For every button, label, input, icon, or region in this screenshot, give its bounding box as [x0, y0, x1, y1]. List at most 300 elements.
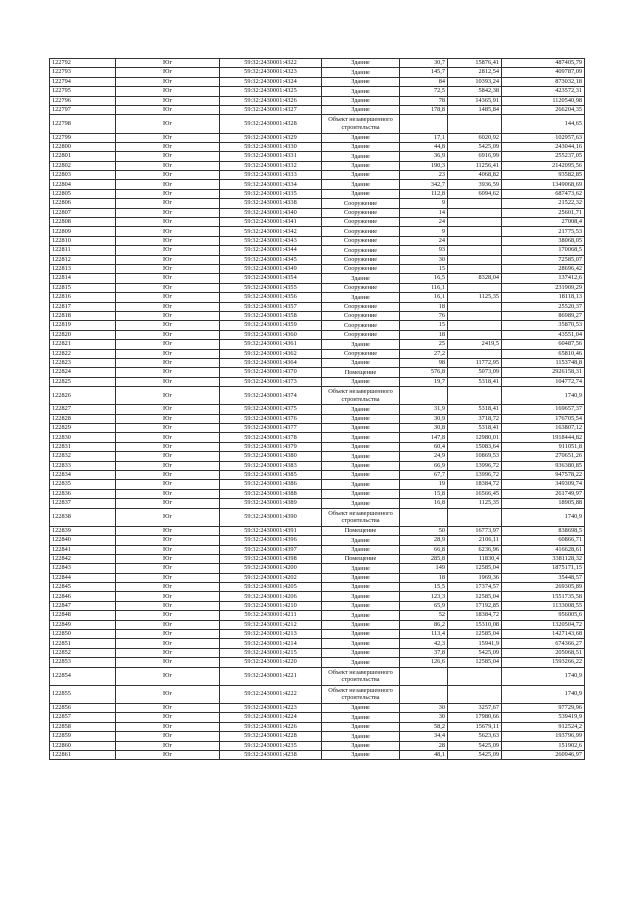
- record-number-cell: 122792: [50, 59, 116, 68]
- district-cell: Юг: [116, 330, 220, 339]
- table-row: [50, 330, 585, 339]
- object-type-cell: Здание: [322, 750, 400, 759]
- table-row: [50, 630, 585, 639]
- district-cell: Юг: [116, 142, 220, 151]
- unit-value-cell: 2812,54: [448, 68, 502, 77]
- cadastral-number-cell: 59:32:2430001:4331: [220, 152, 322, 161]
- cadastral-value-cell: 270651,26: [502, 452, 585, 461]
- cadastral-number-cell: 59:32:2430001:4396: [220, 536, 322, 545]
- district-cell: Юг: [116, 302, 220, 311]
- table-row: [50, 340, 585, 349]
- record-number-cell: 122812: [50, 255, 116, 264]
- record-number-cell: 122848: [50, 611, 116, 620]
- district-cell: Юг: [116, 433, 220, 442]
- record-number-cell: 122810: [50, 236, 116, 245]
- record-number-cell: 122845: [50, 583, 116, 592]
- record-number-cell: 122821: [50, 340, 116, 349]
- record-number-cell: 122828: [50, 414, 116, 423]
- cadastral-number-cell: 59:32:2430001:4388: [220, 489, 322, 498]
- cadastral-value-cell: 43551,04: [502, 330, 585, 339]
- district-cell: Юг: [116, 180, 220, 189]
- cadastral-value-cell: 423572,31: [502, 87, 585, 96]
- cadastral-value-cell: 243044,16: [502, 142, 585, 151]
- unit-value-cell: 5425,09: [448, 142, 502, 151]
- district-cell: Юг: [116, 255, 220, 264]
- area-cell: 18: [400, 573, 448, 582]
- unit-value-cell: [448, 283, 502, 292]
- cadastral-value-cell: 170068,5: [502, 246, 585, 255]
- unit-value-cell: 17374,57: [448, 583, 502, 592]
- table-row: [50, 722, 585, 731]
- record-number-cell: 122830: [50, 433, 116, 442]
- area-cell: 178,8: [400, 105, 448, 114]
- area-cell: 67,7: [400, 471, 448, 480]
- cadastral-value-cell: 25601,71: [502, 208, 585, 217]
- area-cell: 9: [400, 199, 448, 208]
- district-cell: Юг: [116, 208, 220, 217]
- object-type-cell: Здание: [322, 414, 400, 423]
- cadastral-number-cell: 59:32:2430001:4332: [220, 161, 322, 170]
- unit-value-cell: 12585,04: [448, 592, 502, 601]
- table-row: [50, 442, 585, 451]
- object-type-cell: Сооружение: [322, 227, 400, 236]
- cadastral-value-cell: 255237,05: [502, 152, 585, 161]
- cadastral-value-cell: 1320504,72: [502, 620, 585, 629]
- object-type-cell: Здание: [322, 105, 400, 114]
- area-cell: 86,2: [400, 620, 448, 629]
- table-row: [50, 620, 585, 629]
- cadastral-number-cell: 59:32:2430001:4361: [220, 340, 322, 349]
- table-row: [50, 87, 585, 96]
- area-cell: 30: [400, 703, 448, 712]
- table-row: [50, 311, 585, 320]
- cadastral-value-cell: 912524,2: [502, 722, 585, 731]
- object-type-cell: Здание: [322, 545, 400, 554]
- cadastral-value-cell: 1349068,69: [502, 180, 585, 189]
- record-number-cell: 122796: [50, 96, 116, 105]
- cadastral-number-cell: 59:32:2430001:4333: [220, 171, 322, 180]
- cadastral-value-cell: 21522,32: [502, 199, 585, 208]
- cadastral-value-cell: 1740,9: [502, 387, 585, 405]
- table-row: [50, 358, 585, 367]
- cadastral-value-cell: 1593266,22: [502, 658, 585, 667]
- cadastral-value-cell: 21775,53: [502, 227, 585, 236]
- record-number-cell: 122806: [50, 199, 116, 208]
- object-type-cell: Здание: [322, 489, 400, 498]
- district-cell: Юг: [116, 620, 220, 629]
- cadastral-value-cell: 25520,37: [502, 302, 585, 311]
- unit-value-cell: 4068,82: [448, 171, 502, 180]
- record-number-cell: 122822: [50, 349, 116, 358]
- object-type-cell: Здание: [322, 189, 400, 198]
- cadastral-value-cell: 947578,22: [502, 471, 585, 480]
- object-type-cell: Объект незавершенного строительства: [322, 508, 400, 526]
- cadastral-number-cell: 59:32:2430001:4212: [220, 620, 322, 629]
- record-number-cell: 122840: [50, 536, 116, 545]
- object-type-cell: Здание: [322, 452, 400, 461]
- object-type-cell: Здание: [322, 601, 400, 610]
- unit-value-cell: 16773,97: [448, 526, 502, 535]
- table-row: [50, 236, 585, 245]
- record-number-cell: 122811: [50, 246, 116, 255]
- record-number-cell: 122832: [50, 452, 116, 461]
- record-number-cell: 122816: [50, 293, 116, 302]
- table-row: [50, 526, 585, 535]
- cadastral-number-cell: 59:32:2430001:4398: [220, 554, 322, 563]
- cadastral-value-cell: 163807,12: [502, 424, 585, 433]
- area-cell: 342,7: [400, 180, 448, 189]
- cadastral-number-cell: 59:32:2430001:4211: [220, 611, 322, 620]
- record-number-cell: 122859: [50, 732, 116, 741]
- district-cell: Юг: [116, 189, 220, 198]
- object-type-cell: Здание: [322, 741, 400, 750]
- cadastral-value-cell: 1551735,58: [502, 592, 585, 601]
- district-cell: Юг: [116, 321, 220, 330]
- unit-value-cell: [448, 330, 502, 339]
- object-type-cell: Здание: [322, 471, 400, 480]
- area-cell: 15: [400, 321, 448, 330]
- object-type-cell: Сооружение: [322, 265, 400, 274]
- unit-value-cell: 10869,53: [448, 452, 502, 461]
- table-row: [50, 611, 585, 620]
- area-cell: 285,8: [400, 554, 448, 563]
- record-number-cell: 122852: [50, 648, 116, 657]
- cadastral-number-cell: 59:32:2430001:4324: [220, 77, 322, 86]
- record-number-cell: 122846: [50, 592, 116, 601]
- record-number-cell: 122829: [50, 424, 116, 433]
- unit-value-cell: [448, 508, 502, 526]
- table-row: [50, 227, 585, 236]
- unit-value-cell: [448, 255, 502, 264]
- record-number-cell: 122841: [50, 545, 116, 554]
- record-number-cell: 122854: [50, 667, 116, 685]
- object-type-cell: Здание: [322, 611, 400, 620]
- table-row: [50, 545, 585, 554]
- cadastral-number-cell: 59:32:2430001:4222: [220, 685, 322, 703]
- area-cell: 60,4: [400, 442, 448, 451]
- table-row: [50, 414, 585, 423]
- object-type-cell: Сооружение: [322, 321, 400, 330]
- table-row: [50, 499, 585, 508]
- unit-value-cell: 1125,35: [448, 293, 502, 302]
- district-cell: Юг: [116, 658, 220, 667]
- record-number-cell: 122837: [50, 499, 116, 508]
- area-cell: 30,7: [400, 59, 448, 68]
- cadastral-value-cell: 18905,88: [502, 499, 585, 508]
- record-number-cell: 122815: [50, 283, 116, 292]
- unit-value-cell: 18384,72: [448, 480, 502, 489]
- district-cell: Юг: [116, 152, 220, 161]
- cadastral-value-cell: 539419,9: [502, 713, 585, 722]
- table-row: [50, 142, 585, 151]
- cadastral-number-cell: 59:32:2430001:4326: [220, 96, 322, 105]
- district-cell: Юг: [116, 274, 220, 283]
- table-row: [50, 96, 585, 105]
- table-row: [50, 732, 585, 741]
- record-number-cell: 122800: [50, 142, 116, 151]
- cadastral-number-cell: 59:32:2430001:4378: [220, 433, 322, 442]
- district-cell: Юг: [116, 96, 220, 105]
- cadastral-value-cell: 231909,29: [502, 283, 585, 292]
- cadastral-number-cell: 59:32:2430001:4330: [220, 142, 322, 151]
- area-cell: 58,2: [400, 722, 448, 731]
- table-row: [50, 208, 585, 217]
- unit-value-cell: [448, 667, 502, 685]
- cadastral-number-cell: 59:32:2430001:4349: [220, 265, 322, 274]
- cadastral-value-cell: 687473,62: [502, 189, 585, 198]
- unit-value-cell: [448, 208, 502, 217]
- area-cell: 14: [400, 208, 448, 217]
- unit-value-cell: 16566,45: [448, 489, 502, 498]
- unit-value-cell: 6020,92: [448, 133, 502, 142]
- unit-value-cell: [448, 265, 502, 274]
- table-row: [50, 152, 585, 161]
- cadastral-value-cell: 193796,99: [502, 732, 585, 741]
- table-row: [50, 265, 585, 274]
- object-type-cell: Сооружение: [322, 302, 400, 311]
- area-cell: 48,1: [400, 750, 448, 759]
- area-cell: 116,1: [400, 283, 448, 292]
- cadastral-value-cell: 1875171,15: [502, 564, 585, 573]
- record-number-cell: 122860: [50, 741, 116, 750]
- record-number-cell: 122826: [50, 387, 116, 405]
- object-type-cell: Сооружение: [322, 199, 400, 208]
- cadastral-number-cell: 59:32:2430001:4356: [220, 293, 322, 302]
- object-type-cell: Здание: [322, 180, 400, 189]
- area-cell: 19,7: [400, 377, 448, 386]
- district-cell: Юг: [116, 732, 220, 741]
- area-cell: 98: [400, 358, 448, 367]
- table-row: [50, 133, 585, 142]
- cadastral-number-cell: 59:32:2430001:4323: [220, 68, 322, 77]
- district-cell: Юг: [116, 293, 220, 302]
- table-row: [50, 667, 585, 685]
- object-type-cell: Здание: [322, 536, 400, 545]
- record-number-cell: 122853: [50, 658, 116, 667]
- district-cell: Юг: [116, 461, 220, 470]
- record-number-cell: 122825: [50, 377, 116, 386]
- cadastral-value-cell: 18118,13: [502, 293, 585, 302]
- cadastral-value-cell: 3381128,32: [502, 554, 585, 563]
- cadastral-number-cell: 59:32:2430001:4343: [220, 236, 322, 245]
- cadastral-number-cell: 59:32:2430001:4226: [220, 722, 322, 731]
- district-cell: Юг: [116, 583, 220, 592]
- area-cell: 34,4: [400, 732, 448, 741]
- cadastral-number-cell: 59:32:2430001:4322: [220, 59, 322, 68]
- object-type-cell: Сооружение: [322, 208, 400, 217]
- unit-value-cell: 3257,67: [448, 703, 502, 712]
- area-cell: 30: [400, 255, 448, 264]
- area-cell: 65,9: [400, 601, 448, 610]
- unit-value-cell: [448, 349, 502, 358]
- district-cell: Юг: [116, 115, 220, 133]
- record-number-cell: 122799: [50, 133, 116, 142]
- district-cell: Юг: [116, 133, 220, 142]
- district-cell: Юг: [116, 227, 220, 236]
- cadastral-number-cell: 59:32:2430001:4391: [220, 526, 322, 535]
- district-cell: Юг: [116, 722, 220, 731]
- district-cell: Юг: [116, 87, 220, 96]
- unit-value-cell: [448, 387, 502, 405]
- object-type-cell: Здание: [322, 499, 400, 508]
- record-number-cell: 122823: [50, 358, 116, 367]
- cadastral-value-cell: 674366,27: [502, 639, 585, 648]
- unit-value-cell: [448, 199, 502, 208]
- area-cell: 93: [400, 246, 448, 255]
- cadastral-value-cell: 35448,57: [502, 573, 585, 582]
- table-row: [50, 255, 585, 264]
- cadastral-number-cell: 59:32:2430001:4228: [220, 732, 322, 741]
- table-row: [50, 424, 585, 433]
- unit-value-cell: 15083,64: [448, 442, 502, 451]
- unit-value-cell: 1485,84: [448, 105, 502, 114]
- cadastral-number-cell: 59:32:2430001:4329: [220, 133, 322, 142]
- unit-value-cell: 5318,41: [448, 405, 502, 414]
- cadastral-number-cell: 59:32:2430001:4355: [220, 283, 322, 292]
- record-number-cell: 122831: [50, 442, 116, 451]
- record-number-cell: 122793: [50, 68, 116, 77]
- cadastral-value-cell: 1153748,8: [502, 358, 585, 367]
- area-cell: 36,9: [400, 152, 448, 161]
- district-cell: Юг: [116, 639, 220, 648]
- area-cell: 9: [400, 227, 448, 236]
- area-cell: 190,3: [400, 161, 448, 170]
- cadastral-value-cell: 1133008,55: [502, 601, 585, 610]
- cadastral-value-cell: 1740,9: [502, 508, 585, 526]
- cadastral-number-cell: 59:32:2430001:4210: [220, 601, 322, 610]
- object-type-cell: Помещение: [322, 554, 400, 563]
- cadastral-number-cell: 59:32:2430001:4377: [220, 424, 322, 433]
- record-number-cell: 122808: [50, 218, 116, 227]
- cadastral-value-cell: 104772,74: [502, 377, 585, 386]
- cadastral-number-cell: 59:32:2430001:4344: [220, 246, 322, 255]
- object-type-cell: Здание: [322, 161, 400, 170]
- area-cell: 25: [400, 340, 448, 349]
- district-cell: Юг: [116, 601, 220, 610]
- object-type-cell: Здание: [322, 620, 400, 629]
- record-number-cell: 122804: [50, 180, 116, 189]
- cadastral-number-cell: 59:32:2430001:4220: [220, 658, 322, 667]
- unit-value-cell: 3936,59: [448, 180, 502, 189]
- area-cell: 44,8: [400, 142, 448, 151]
- cadastral-number-cell: 59:32:2430001:4375: [220, 405, 322, 414]
- district-cell: Юг: [116, 405, 220, 414]
- district-cell: Юг: [116, 377, 220, 386]
- cadastral-number-cell: 59:32:2430001:4385: [220, 471, 322, 480]
- unit-value-cell: 2419,5: [448, 340, 502, 349]
- area-cell: 112,8: [400, 189, 448, 198]
- table-row: [50, 536, 585, 545]
- unit-value-cell: 5318,41: [448, 377, 502, 386]
- cadastral-number-cell: 59:32:2430001:4390: [220, 508, 322, 526]
- object-type-cell: Помещение: [322, 526, 400, 535]
- cadastral-number-cell: 59:32:2430001:4386: [220, 480, 322, 489]
- cadastral-value-cell: 409787,09: [502, 68, 585, 77]
- district-cell: Юг: [116, 68, 220, 77]
- object-type-cell: Здание: [322, 377, 400, 386]
- record-number-cell: 122820: [50, 330, 116, 339]
- unit-value-cell: 5318,41: [448, 424, 502, 433]
- unit-value-cell: 18384,72: [448, 611, 502, 620]
- unit-value-cell: 1969,36: [448, 573, 502, 582]
- object-type-cell: Здание: [322, 142, 400, 151]
- table-row: [50, 461, 585, 470]
- cadastral-number-cell: 59:32:2430001:4335: [220, 189, 322, 198]
- district-cell: Юг: [116, 105, 220, 114]
- object-type-cell: Здание: [322, 461, 400, 470]
- object-type-cell: Сооружение: [322, 283, 400, 292]
- area-cell: 24,9: [400, 452, 448, 461]
- cadastral-value-cell: 261749,97: [502, 489, 585, 498]
- property-table: [49, 58, 585, 760]
- cadastral-number-cell: 59:32:2430001:4376: [220, 414, 322, 423]
- district-cell: Юг: [116, 526, 220, 535]
- unit-value-cell: 8328,04: [448, 274, 502, 283]
- district-cell: Юг: [116, 508, 220, 526]
- cadastral-value-cell: 2142095,56: [502, 161, 585, 170]
- unit-value-cell: 5425,09: [448, 741, 502, 750]
- object-type-cell: Сооружение: [322, 311, 400, 320]
- district-cell: Юг: [116, 218, 220, 227]
- area-cell: 16,1: [400, 293, 448, 302]
- area-cell: 113,4: [400, 630, 448, 639]
- record-number-cell: 122807: [50, 208, 116, 217]
- object-type-cell: Здание: [322, 658, 400, 667]
- record-number-cell: 122856: [50, 703, 116, 712]
- district-cell: Юг: [116, 311, 220, 320]
- district-cell: Юг: [116, 171, 220, 180]
- unit-value-cell: 10393,24: [448, 77, 502, 86]
- record-number-cell: 122836: [50, 489, 116, 498]
- cadastral-value-cell: 266204,35: [502, 105, 585, 114]
- record-number-cell: 122850: [50, 630, 116, 639]
- cadastral-number-cell: 59:32:2430001:4370: [220, 368, 322, 377]
- table-row: [50, 199, 585, 208]
- cadastral-number-cell: 59:32:2430001:4214: [220, 639, 322, 648]
- cadastral-number-cell: 59:32:2430001:4206: [220, 592, 322, 601]
- cadastral-number-cell: 59:32:2430001:4360: [220, 330, 322, 339]
- object-type-cell: Здание: [322, 87, 400, 96]
- area-cell: 24: [400, 218, 448, 227]
- unit-value-cell: [448, 321, 502, 330]
- cadastral-number-cell: 59:32:2430001:4223: [220, 703, 322, 712]
- unit-value-cell: 13996,72: [448, 471, 502, 480]
- record-number-cell: 122844: [50, 573, 116, 582]
- district-cell: Юг: [116, 480, 220, 489]
- record-number-cell: 122861: [50, 750, 116, 759]
- unit-value-cell: 12585,04: [448, 630, 502, 639]
- object-type-cell: Здание: [322, 68, 400, 77]
- district-cell: Юг: [116, 611, 220, 620]
- object-type-cell: Здание: [322, 152, 400, 161]
- cadastral-value-cell: 2926158,31: [502, 368, 585, 377]
- cadastral-value-cell: 72585,07: [502, 255, 585, 264]
- district-cell: Юг: [116, 59, 220, 68]
- object-type-cell: Здание: [322, 722, 400, 731]
- cadastral-value-cell: 86989,27: [502, 311, 585, 320]
- cadastral-number-cell: 59:32:2430001:4359: [220, 321, 322, 330]
- cadastral-number-cell: 59:32:2430001:4341: [220, 218, 322, 227]
- table-row: [50, 564, 585, 573]
- cadastral-value-cell: 487405,79: [502, 59, 585, 68]
- area-cell: 24: [400, 236, 448, 245]
- area-cell: 84: [400, 77, 448, 86]
- table-row: [50, 554, 585, 563]
- object-type-cell: Здание: [322, 77, 400, 86]
- unit-value-cell: [448, 246, 502, 255]
- cadastral-number-cell: 59:32:2430001:4358: [220, 311, 322, 320]
- object-type-cell: Здание: [322, 732, 400, 741]
